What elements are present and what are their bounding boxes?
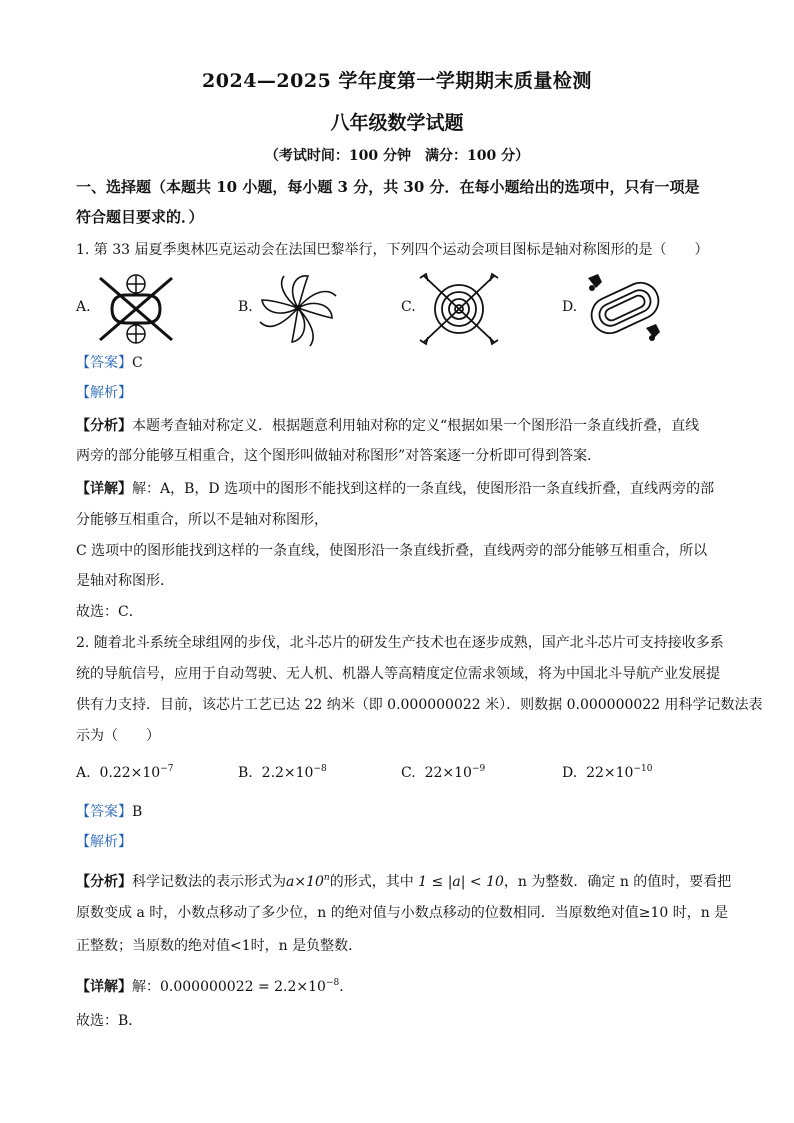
q1-fenxi-line1 <box>76 415 726 437</box>
q1-option-b-label: B. <box>238 299 253 315</box>
option-exp: −8 <box>313 764 327 774</box>
basketball-icon <box>92 270 180 348</box>
q1-fenxi-line2: 两旁的部分能够互相重合，这个图形叫做轴对称图形”对答案逐一分析即可得到答案． <box>76 448 602 464</box>
option-label: C. <box>401 765 416 781</box>
xiangjie-text: 解：A，B，D 选项中的图形不能找到这样的一条直线，使图形沿一条直线折叠，直线两旁的部 <box>132 481 715 497</box>
option-base: 22×10 <box>424 765 472 781</box>
inequality: 1 ≤ |a| < 10 <box>418 874 504 890</box>
exam-title: 2024—2025 学年度第一学期期末质量检测 <box>202 70 592 92</box>
answer-label: 【答案】 <box>76 355 132 371</box>
q1-answer <box>76 352 726 374</box>
q1-option-c-label: C. <box>401 299 416 315</box>
xiangjie-exp: −8 <box>325 978 340 988</box>
fenxi-text: ，n 为整数．确定 n 的值时，要看把 <box>503 874 732 890</box>
section-heading-line2: 符合题目要求的．） <box>76 208 204 226</box>
pinwheel-icon <box>256 268 340 348</box>
option-label: D. <box>562 765 578 781</box>
q2-stem-line4: 示为（ ） <box>76 728 160 744</box>
q1-xiangjie-line2: 分能够互相重合，所以不是轴对称图形， <box>76 512 328 528</box>
q2-choice: 故选：B． <box>76 1013 143 1029</box>
q2-option-b <box>238 764 327 781</box>
option-exp: −10 <box>633 764 653 774</box>
q2-fenxi-line3: 正整数；当原数的绝对值<1时，n 是负整数． <box>76 938 363 954</box>
section-heading-line1: 一、选择题（本题共 10 小题，每小题 3 分，共 30 分．在每小题给出的选项中，只有一项是 <box>76 178 700 196</box>
exam-info: （考试时间：100 分钟 满分：100 分） <box>264 148 530 164</box>
answer-value: C <box>132 355 143 371</box>
formula-exp: n <box>323 873 330 883</box>
option-exp: −9 <box>471 764 486 774</box>
q2-stem-line3: 供有力支持．目前，该芯片工艺已达 22 纳米（即 0.000000022 米）．则数据 0.000000022 用科学记数法表 <box>76 697 763 713</box>
option-exp: −7 <box>160 764 174 774</box>
q1-xiangjie-line4: 是轴对称图形． <box>76 573 174 589</box>
q2-analysis-label: 【解析】 <box>76 834 132 850</box>
xiangjie-end: ． <box>339 979 354 995</box>
q2-fenxi-line1 <box>76 867 732 893</box>
q2-stem-line1: 2. 随着北斗系统全球组网的步伐，北斗芯片的研发生产技术也在逐步成熟，国产北斗芯片可支持接收多系 <box>76 635 724 651</box>
q2-stem-line2: 统的导航信号，应用于自动驾驶、无人机、机器人等高精度定位需求领域，将为中国北斗导航产业发展提 <box>76 666 720 682</box>
xiangjie-label: 【详解】 <box>76 979 132 995</box>
option-base: 2.2×10 <box>261 765 314 781</box>
exam-subtitle: 八年级数学试题 <box>330 112 464 134</box>
q2-option-a <box>76 764 173 781</box>
fenxi-label: 【分析】 <box>76 418 132 434</box>
q2-answer <box>76 801 726 823</box>
option-label: A. <box>76 765 91 781</box>
fenxi-text: 科学记数法的表示形式为 <box>132 874 286 890</box>
q1-option-d-label: D. <box>562 299 578 315</box>
fenxi-text: 本题考查轴对称定义．根据题意利用轴对称的定义“根据如果一个图形沿一条直线折叠，直线 <box>132 418 700 434</box>
q1-xiangjie-line1 <box>76 478 726 500</box>
fenxi-text: 的形式，其中 <box>329 874 414 890</box>
q2-option-c <box>401 764 485 781</box>
xiangjie-label: 【详解】 <box>76 481 132 497</box>
q1-analysis-label: 【解析】 <box>76 385 132 401</box>
q2-xiangjie <box>76 972 726 998</box>
cycling-track-icon <box>580 268 670 346</box>
option-base: 0.22×10 <box>99 765 161 781</box>
q1-choice: 故选：C． <box>76 604 143 620</box>
answer-label: 【答案】 <box>76 804 132 820</box>
q1-stem: 1. 第 33 届夏季奥林匹克运动会在法国巴黎举行，下列四个运动会项目图标是轴对称图形的是（ ） <box>76 242 709 258</box>
q1-xiangjie-line3: C 选项中的图形能找到这样的一条直线，使图形沿一条直线折叠，直线两旁的部分能够互相重合，所以 <box>76 543 708 559</box>
q2-fenxi-line2: 原数变成 a 时，小数点移动了多少位，n 的绝对值与小数点移动的位数相同．当原数绝对值≥10 时，n 是 <box>76 905 729 921</box>
q1-option-a-label: A. <box>76 299 91 315</box>
answer-value: B <box>132 804 143 820</box>
archery-target-icon <box>418 268 500 350</box>
option-base: 22×10 <box>586 765 634 781</box>
xiangjie-text: 解：0.000000022 = 2.2×10 <box>132 979 326 995</box>
option-label: B. <box>238 765 253 781</box>
formula: a×10 <box>286 874 324 890</box>
q2-option-d <box>562 764 652 781</box>
fenxi-label: 【分析】 <box>76 874 132 890</box>
